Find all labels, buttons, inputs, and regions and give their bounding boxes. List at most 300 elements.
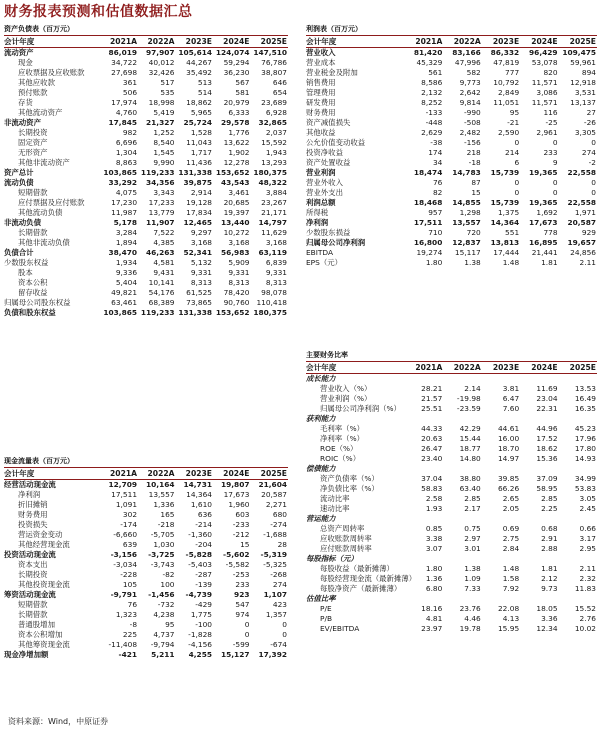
table-row [306,434,597,444]
row-value: 17,834 [186,208,212,217]
row-label: 营业收入（%） [320,384,372,393]
row-value: -82 [162,570,175,579]
header-year: 2025E [559,36,597,48]
row-value: 2,482 [459,128,481,137]
row-label: 毛利率（%） [320,424,364,433]
row-label: 营业利润 [306,168,336,177]
row-value: 2.17 [464,504,481,513]
table-caption: 利润表（百万元） [306,24,597,36]
table-row [306,524,597,534]
row-value: 21,604 [258,480,287,489]
table-row [306,48,597,59]
row-value: 4,075 [115,188,138,197]
row-value: 180,375 [253,308,287,317]
row-value: -421 [118,650,138,659]
row-value: 3,168 [190,238,212,247]
row-value: 105 [122,580,138,589]
table-row [306,574,597,584]
table-row [306,624,597,634]
row-value: 17,845 [108,118,138,127]
row-value: 513 [197,78,212,87]
row-value: 38,807 [261,68,287,77]
header-year: 2022A [443,362,481,374]
row-value [482,464,520,474]
row-value: 820 [543,68,558,77]
row-value: 27,698 [111,68,138,77]
row-value: 3.81 [502,384,520,393]
row-value: 109,475 [562,48,596,57]
row-value: 8,252 [421,98,443,107]
row-label: 营业外收入 [306,178,343,187]
row-value: 9,297 [190,228,212,237]
row-value: -1,456 [148,590,175,599]
row-label: 其他流动负债 [18,208,63,217]
row-label: 长期投资 [18,128,48,137]
header-label: 会计年度 [4,36,101,48]
row-value: 2,849 [497,88,520,97]
row-label: 存货 [18,98,33,107]
row-value: 1,971 [574,208,596,217]
table-row [4,58,288,68]
row-value: 24,856 [570,248,596,257]
row-value: 20,685 [223,198,250,207]
row-value: 34,356 [145,178,175,187]
header-year: 2025E [559,362,597,374]
row-value: 1,375 [497,208,520,217]
header-year: 2023E [176,468,213,480]
row-value: 3,305 [574,128,596,137]
table-row [4,238,288,248]
row-value: 44,267 [186,58,212,67]
row-value: 1.81 [541,258,558,267]
row-value: -21 [507,118,520,127]
row-value: 34.99 [574,474,596,483]
row-value: 8,540 [153,138,175,147]
row-value: 225 [122,630,138,639]
row-label: P/E [320,604,332,613]
row-value: 59,294 [223,58,250,67]
row-label: 总资产周转率 [320,524,365,533]
table-row [306,604,597,614]
row-value: 25.51 [421,404,443,413]
row-label: 投资损失 [18,520,48,529]
row-label: 少数股东权益 [4,258,49,267]
row-value: 28 [277,540,287,549]
row-value: 34 [432,158,443,167]
row-value: 33,292 [108,178,138,187]
row-label: 现金 [18,58,33,67]
row-value: 2,914 [190,188,212,197]
row-label: 获利能力 [306,414,336,423]
table-row [306,138,597,148]
row-value: 95 [509,108,520,117]
row-value: 17,673 [529,218,558,227]
row-value: 4,737 [153,630,175,639]
row-value: 15,592 [261,138,287,147]
row-value: -253 [232,570,250,579]
table-row [4,258,288,268]
row-value: 957 [428,208,443,217]
row-value: 2.85 [464,494,481,503]
row-value: -9,791 [110,590,138,599]
row-value: -9,794 [150,640,175,649]
row-value: -174 [120,520,138,529]
table-row [4,570,288,580]
table-row [4,288,288,298]
row-value: 894 [581,68,596,77]
row-value: 46,263 [145,248,175,257]
row-value: 639 [122,540,138,549]
row-value: 18.70 [497,444,520,453]
row-value: 180,375 [253,168,287,177]
row-value: 17,444 [493,248,520,257]
row-value: 39,875 [183,178,212,187]
row-label: 流动资产 [4,48,34,57]
row-label: 研发费用 [306,98,336,107]
row-value: 11,043 [186,138,212,147]
row-value: 19,274 [416,248,443,257]
row-value: 19,657 [567,238,596,247]
row-value [405,374,443,385]
row-value: 1,902 [228,148,250,157]
table-row [4,540,288,550]
table-row [4,128,288,138]
row-value: 14,783 [452,168,481,177]
row-value [520,464,558,474]
header-label: 会计年度 [306,362,405,374]
header-year: 2025E [250,36,288,48]
row-value: 83,166 [452,48,481,57]
header-year: 2021A [101,468,138,480]
row-label: 其他非流动负债 [18,238,70,247]
row-value: 5,909 [228,258,250,267]
row-value: 9,431 [153,268,175,277]
row-value: 48,322 [258,178,287,187]
row-value: 3,086 [536,88,558,97]
table-row [306,148,597,158]
row-value: -6,660 [113,530,138,539]
row-value: 23.97 [421,624,443,633]
row-value [559,464,597,474]
row-value: 10,272 [223,228,250,237]
row-value: 17,233 [148,198,175,207]
row-value: 2.14 [464,384,481,393]
row-value: 54,176 [148,288,175,297]
table-row [4,178,288,188]
table-row [4,168,288,178]
row-value: 218 [466,148,481,157]
row-value [559,374,597,385]
page-title: 财务报表预测和估值数据汇总 [4,4,193,20]
row-value: 567 [235,78,250,87]
row-value: 23.76 [459,604,481,613]
table-row [306,554,597,564]
row-value: 86,019 [108,48,138,57]
table-row [306,228,597,238]
row-label: 经营活动现金流 [4,480,56,489]
table-row [306,118,597,128]
row-value: 1,107 [263,590,287,599]
row-value: 1.80 [425,258,443,267]
table-row [306,208,597,218]
row-value: 22,558 [567,168,596,177]
table-row [306,238,597,248]
row-label: 固定资产 [18,138,48,147]
table-row [4,630,288,640]
table-row [4,268,288,278]
row-value: 43,543 [220,178,250,187]
row-value: 2,642 [459,88,481,97]
row-value: 535 [160,88,175,97]
row-value: 0.68 [541,524,558,533]
row-value: 2,132 [421,88,443,97]
row-value: 214 [505,148,520,157]
row-value: 5,132 [190,258,212,267]
row-value: 2.91 [541,534,558,543]
row-value: 76 [127,600,138,609]
row-value: 14,855 [452,198,481,207]
row-value: 680 [272,510,287,519]
table-row [306,404,597,414]
row-value: 19,397 [223,208,250,217]
row-value: 153,652 [215,168,250,177]
row-value: 2.95 [579,544,596,553]
table-row [306,534,597,544]
row-value: 9,331 [190,268,212,277]
row-value: 49,821 [111,288,138,297]
row-value [520,514,558,524]
table-row [4,530,288,540]
table-row [306,168,597,178]
row-value [482,414,520,424]
row-label: P/B [320,614,333,623]
row-value: 3,343 [153,188,175,197]
row-value: 21,171 [261,208,287,217]
table-row [306,98,597,108]
row-value: 25,724 [183,118,212,127]
table-row [306,158,597,168]
row-value: 0 [244,620,250,629]
row-value: 1,298 [459,208,481,217]
row-value: 1,894 [115,238,138,247]
row-value: -732 [157,600,175,609]
row-value: 14,797 [258,218,287,227]
row-label: 公允价值变动收益 [306,138,366,147]
row-value: -204 [195,540,212,549]
table-header-row [306,36,597,48]
row-label: 管理费用 [306,88,336,97]
row-label: 速动比率 [320,504,350,513]
row-label: 应付账款周转率 [320,544,372,553]
row-label: 财务费用 [18,510,48,519]
row-value: 82 [432,188,443,197]
table-row [4,78,288,88]
financial-table [4,36,288,318]
row-value: 778 [543,228,558,237]
row-value: 2.58 [425,494,443,503]
row-value: -5,403 [188,560,212,569]
financial-table [306,362,597,634]
table-row [4,480,288,491]
row-value: 12,465 [183,218,212,227]
row-label: 长期借款 [18,228,48,237]
header-year: 2023E [482,362,520,374]
table-row [4,218,288,228]
cash-flow-panel [4,456,288,660]
row-label: 营业成本 [306,58,336,67]
row-value: 105,614 [178,48,212,57]
row-value: 103,865 [103,308,138,317]
row-label: 资本公积增加 [18,630,63,639]
row-value: 13.53 [574,384,596,393]
row-value: 603 [235,510,250,519]
row-value: -5,602 [223,550,250,559]
row-value [443,554,481,564]
row-label: 资产负债率（%） [320,474,379,483]
financial-table [306,36,597,268]
row-value: 16.00 [497,434,520,443]
row-label: 应收票据及应收账款 [18,68,85,77]
row-value: 3.07 [425,544,443,553]
row-value: 3,168 [228,238,250,247]
row-value: 19,365 [529,198,558,207]
row-value: 777 [505,68,520,77]
table-row [306,444,597,454]
row-value: 15.95 [497,624,520,633]
row-value [405,514,443,524]
row-value: 97,907 [145,48,175,57]
row-value: 90,760 [223,298,250,307]
row-value: 4.81 [425,614,443,623]
row-label: 投资活动现金流 [4,550,56,559]
row-value: 7.92 [502,584,520,593]
table-row [4,208,288,218]
row-value: 15,117 [454,248,481,257]
row-value: 17,511 [111,490,138,499]
row-value: 361 [122,78,138,87]
row-value: 13,293 [261,158,287,167]
row-value: 2.12 [541,574,558,583]
row-value: 56,983 [220,248,250,257]
row-value: 1.38 [464,258,481,267]
row-value: 0 [244,630,250,639]
table-row [4,550,288,560]
row-value: 11,051 [493,98,520,107]
row-value: 15.52 [574,604,596,613]
table-row [4,248,288,258]
row-value: -990 [463,108,481,117]
row-value: 32,426 [148,68,175,77]
table-row [306,544,597,554]
row-label: 负债和股东权益 [4,308,56,317]
row-value: 4.13 [502,614,520,623]
header-year: 2023E [176,36,213,48]
row-value: 2,037 [265,128,287,137]
row-value: 551 [505,228,520,237]
row-value: 13,622 [223,138,250,147]
row-value: 45.23 [574,424,596,433]
row-value: 423 [272,600,287,609]
source-note: 资料来源：Wind，中原证券 [8,717,109,726]
row-value: 38,470 [108,248,138,257]
row-value: -5,582 [225,560,250,569]
row-label: 营运能力 [306,514,336,523]
row-value: 18.16 [421,604,443,613]
row-value: 3.36 [541,614,558,623]
row-value: 1.80 [425,564,443,573]
row-value: 1,692 [536,208,558,217]
row-value: 23.40 [421,454,443,463]
row-value: 2.75 [502,534,520,543]
row-value: 11.69 [536,384,558,393]
row-value: 13,137 [570,98,596,107]
row-label: 投资净收益 [306,148,343,157]
table-row [306,484,597,494]
table-row [4,500,288,510]
row-value: 59,961 [570,58,596,67]
row-value: 6.47 [502,394,520,403]
row-value: 44.33 [421,424,443,433]
row-value: 6 [514,158,520,167]
row-value: -18 [468,158,481,167]
table-row [4,108,288,118]
balance-sheet-panel [4,24,288,318]
row-label: 长期投资 [18,570,48,579]
table-row [306,78,597,88]
row-value: 0 [552,188,558,197]
row-value: 15 [471,188,481,197]
row-value: 16,800 [413,238,443,247]
row-value: -3,156 [110,550,138,559]
row-value: 8,313 [265,278,287,287]
row-value: 923 [234,590,250,599]
row-value: 63,119 [258,248,287,257]
row-label: 营业税金及附加 [306,68,358,77]
row-value [482,514,520,524]
financial-table [4,468,288,660]
row-value: 16.35 [574,404,596,413]
row-value: 20,587 [567,218,596,227]
row-value: 18.62 [536,444,558,453]
row-value: 720 [466,228,481,237]
row-value: 11,987 [111,208,138,217]
row-value: 6,696 [115,138,138,147]
row-value: 96,429 [529,48,558,57]
row-value: 174 [428,148,443,157]
row-value: -268 [270,570,287,579]
header-year: 2022A [138,36,175,48]
row-value: 44.61 [497,424,520,433]
row-value: 63,461 [111,298,138,307]
row-value: -5,325 [263,560,287,569]
row-value: -139 [195,580,212,589]
row-value: 27 [586,108,596,117]
row-value: 21,327 [145,118,175,127]
row-value: 11,571 [531,98,558,107]
row-value: 0 [282,620,287,629]
row-label: 股本 [18,268,33,277]
row-value: -19.98 [456,394,481,403]
row-label: 非流动资产 [4,118,41,127]
row-value: 15.36 [536,454,558,463]
table-row [306,394,597,404]
row-value: 1.48 [502,258,520,267]
row-value: 929 [581,228,596,237]
row-value: 18.77 [459,444,481,453]
row-label: 资产减值损失 [306,118,351,127]
table-row [4,640,288,650]
row-value: 2.84 [502,544,520,553]
